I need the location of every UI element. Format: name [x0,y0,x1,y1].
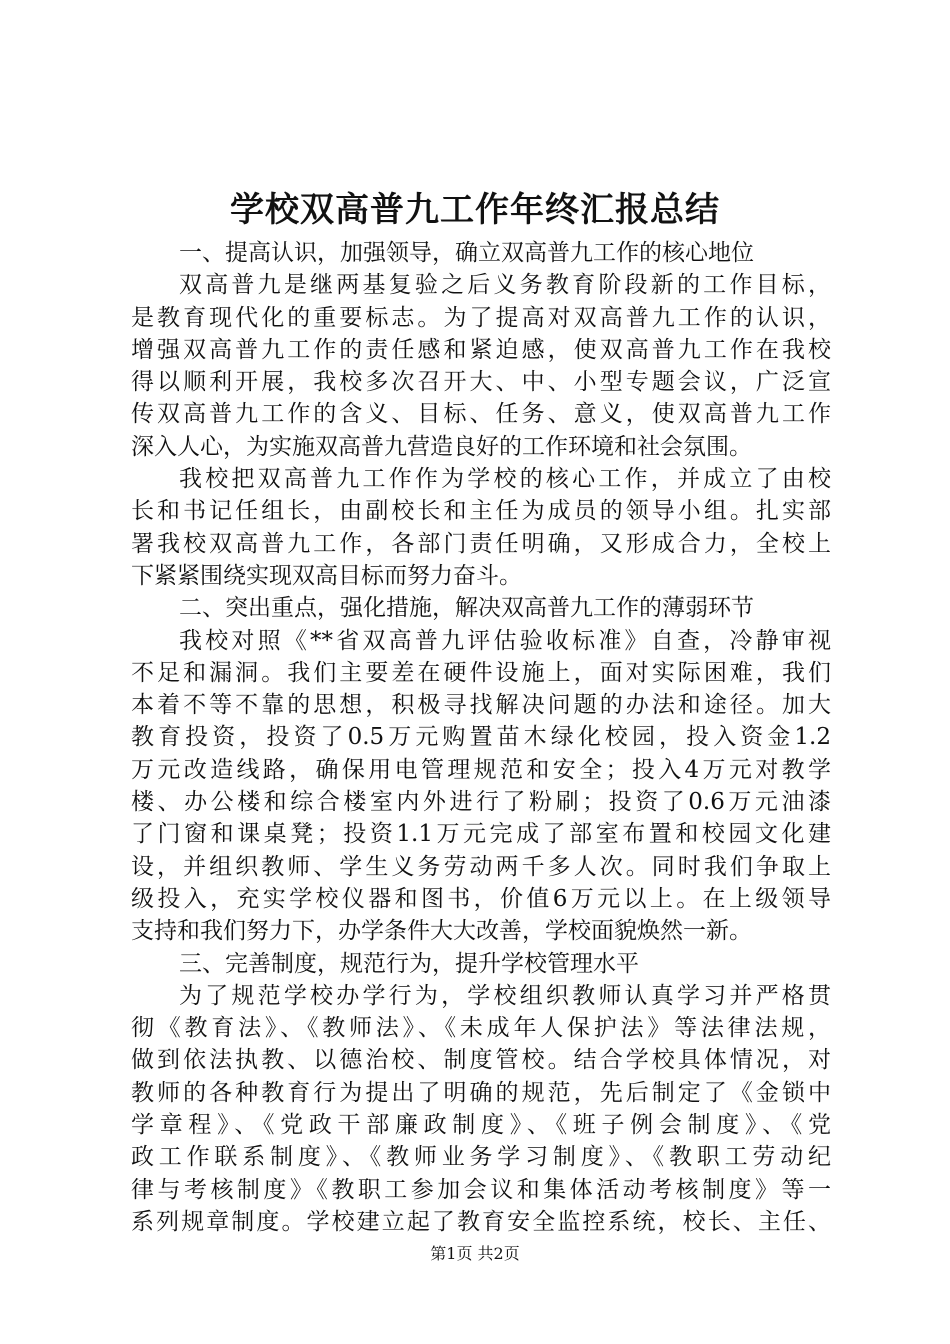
body-line: 做到依法执教、以德治校、制度管校。结合学校具体情况，对 [131,1047,831,1074]
document-body [131,237,831,1238]
section-heading: 三、完善制度，规范行为，提升学校管理水平 [179,950,639,977]
body-line: 学章程》、《党政干部廉政制度》、《班子例会制度》、《党 [131,1112,831,1139]
body-line: 署我校双高普九工作，各部门责任明确，又形成合力，全校上 [131,530,831,557]
document-title: 学校双高普九工作年终汇报总结 [230,190,720,230]
body-line: 为了规范学校办学行为，学校组织教师认真学习并严格贯 [179,982,831,1009]
section-heading: 一、提高认识，加强领导，确立双高普九工作的核心地位 [179,240,754,266]
body-line: 不足和漏洞。我们主要差在硬件设施上，面对实际困难，我们 [131,659,831,686]
body-line: 本着不等不靠的思想，积极寻找解决问题的办法和途径。加大 [131,692,831,719]
body-line: 我校对照《**省双高普九评估验收标准》自查，冷静审视 [179,627,831,654]
body-line: 得以顺利开展，我校多次召开大、中、小型专题会议，广泛宣 [131,369,831,396]
body-line: 系列规章制度。学校建立起了教育安全监控系统，校长、主任、 [131,1208,831,1235]
body-line: 我校把双高普九工作作为学校的核心工作，并成立了由校 [179,466,831,493]
body-line: 下紧紧围绕实现双高目标而努力奋斗。 [131,562,522,589]
body-line: 教师的各种教育行为提出了明确的规范，先后制定了《金锁中 [131,1079,831,1106]
body-line: 级投入，充实学校仪器和图书，价值6万元以上。在上级领导 [131,885,831,912]
body-line: 楼、办公楼和综合楼室内外进行了粉刷；投资了0.6万元油漆 [131,789,831,816]
body-line: 律与考核制度》《教职工参加会议和集体活动考核制度》等一 [131,1176,831,1203]
body-line: 长和书记任组长，由副校长和主任为成员的领导小组。扎实部 [131,498,831,525]
body-line: 设，并组织教师、学生义务劳动两千多人次。同时我们争取上 [131,853,831,880]
body-line: 教育投资，投资了0.5万元购置苗木绿化校园，投入资金1.2 [131,724,831,751]
body-line: 万元改造线路，确保用电管理规范和安全；投入4万元对教学 [131,756,831,783]
body-line: 了门窗和课桌凳；投资1.1万元完成了部室布置和校园文化建 [131,821,831,848]
body-line: 是教育现代化的重要标志。为了提高对双高普九工作的认识， [131,304,831,331]
body-line: 政工作联系制度》、《教师业务学习制度》、《教职工劳动纪 [131,1144,831,1171]
body-line: 增强双高普九工作的责任感和紧迫感，使双高普九工作在我校 [131,336,831,363]
section-heading: 二、突出重点，强化措施，解决双高普九工作的薄弱环节 [179,595,754,622]
body-line: 彻《教育法》、《教师法》、《未成年人保护法》等法律法规， [131,1015,831,1042]
body-line: 双高普九是继两基复验之后义务教育阶段新的工作目标， [179,272,831,299]
body-line: 支持和我们努力下，办学条件大大改善，学校面貌焕然一新。 [131,918,752,945]
body-line: 传双高普九工作的含义、目标、任务、意义，使双高普九工作 [131,401,831,428]
page-footer: 第1页 共2页 [430,1244,520,1263]
body-line: 深入人心，为实施双高普九营造良好的工作环境和社会氛围。 [131,433,752,460]
